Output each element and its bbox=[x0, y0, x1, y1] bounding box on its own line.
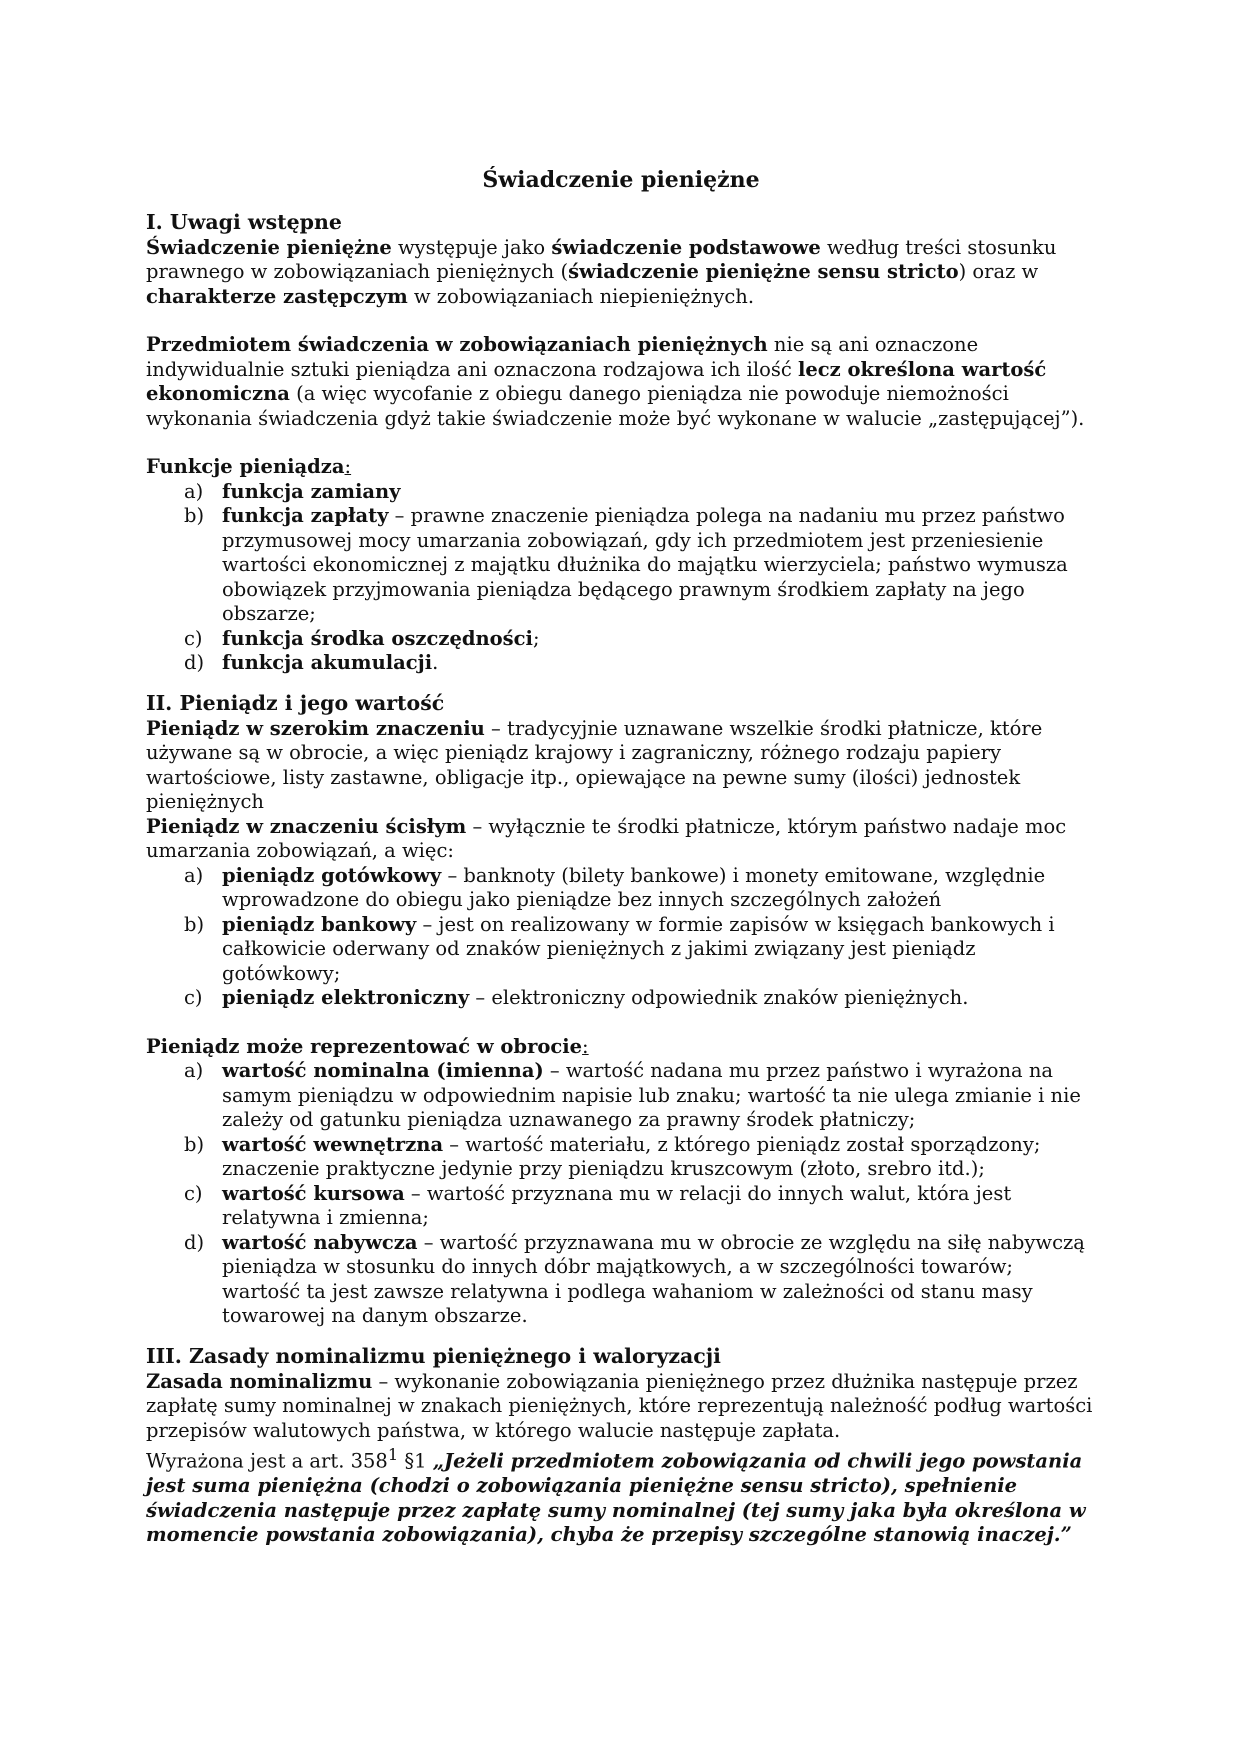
text-run: występuje jako bbox=[391, 235, 552, 259]
text-run: – tradycyjnie uznawane wszelkie środki płatnicze, które używane są w obrocie, a więc pieniądz krajowy i zagraniczny, różnego rodzaju papiery wartościowe, listy zastawne, obligacje itp., opiewające na pewne sumy (ilości) jednostek pieniężnych bbox=[146, 716, 1043, 813]
values-heading bbox=[146, 1035, 1096, 1060]
text-run: – wyłącznie te środki płatnicze, którym państwo nadaje moc umarzania zobowiązań, a więc: bbox=[146, 814, 1067, 862]
list-item bbox=[146, 480, 1096, 505]
paragraph-intro bbox=[146, 236, 1096, 310]
section-heading-2: II. Pieniądz i jego wartość bbox=[146, 690, 445, 715]
text-run: ) oraz w bbox=[958, 260, 1039, 283]
bold-term: Przedmiotem świadczenia w zobowiązaniach pieniężnych bbox=[146, 333, 768, 356]
list-marker: d) bbox=[184, 651, 205, 674]
bold-term: pieniądz gotówkowy bbox=[222, 863, 442, 887]
list-item bbox=[146, 1182, 1096, 1231]
list-marker: b) bbox=[184, 1132, 205, 1156]
text-run: – banknoty (bilety bankowe) i monety emitowane, względnie wprowadzone do obiegu jako pieniądze bez innych szczególnych założeń bbox=[222, 863, 1046, 911]
text-run: – wartość nadana mu przez państwo i wyrażona na samym pieniądzu w odpowiednim napisie lub znaku; wartość ta nie ulega zmianie i nie zależy od gatunku pieniądza uznawanego za prawny środek płatniczy; bbox=[222, 1059, 1081, 1131]
paragraph-nominalism bbox=[146, 1370, 1096, 1444]
text-run: . bbox=[432, 651, 439, 674]
quoted-article: „Jeżeli przedmiotem zobowiązania od chwili jego powstania jest suma pieniężna (chodzi o zobowiązania pieniężne sensu stricto), spełnienie świadczenia następuje przez zapłatę sumy nominalnej (tej sumy jaka była określona w momencie powstania zobowiązania), chyba że przepisy szczególne stanowią inaczej.” bbox=[146, 1449, 1086, 1546]
paragraph-broad-money bbox=[146, 717, 1096, 815]
bold-term: pieniądz bankowy bbox=[222, 912, 417, 936]
bold-term: wartość kursowa bbox=[222, 1181, 405, 1205]
section-heading-1: I. Uwagi wstępne bbox=[146, 209, 342, 234]
bold-term: funkcja zamiany bbox=[222, 479, 401, 503]
text-run: nie są ani oznaczone indywidualnie sztuki pieniądza ani oznaczona rodzajowa ich ilość bbox=[146, 333, 979, 381]
bold-term: wartość wewnętrzna bbox=[222, 1132, 444, 1156]
bold-term: lecz określona wartość ekonomiczna bbox=[146, 357, 1047, 405]
list-item bbox=[146, 1133, 1096, 1182]
bold-term: funkcja akumulacji bbox=[222, 651, 433, 674]
text-run: – wartość przyznana mu w relacji do innych walut, która jest relatywna i zmienna; bbox=[222, 1181, 1012, 1229]
list-marker: c) bbox=[184, 626, 203, 650]
text-run: – elektroniczny odpowiednik znaków pieniężnych. bbox=[469, 986, 969, 1009]
document-title: Świadczenie pieniężne bbox=[482, 167, 760, 193]
bold-term: Pieniądz w znaczeniu ścisłym bbox=[146, 814, 467, 838]
document-page bbox=[146, 150, 1096, 1548]
list-item bbox=[146, 913, 1096, 987]
bold-term: Pieniądz może reprezentować w obrocie bbox=[146, 1034, 583, 1058]
functions-heading bbox=[146, 455, 1096, 480]
list-marker: c) bbox=[184, 986, 203, 1009]
bold-term: Funkcje pieniądza bbox=[146, 455, 345, 478]
values-list bbox=[146, 1059, 1096, 1329]
bold-term: funkcja zapłaty bbox=[222, 504, 389, 527]
bold-term: Świadczenie pieniężne bbox=[146, 235, 392, 259]
bold-term: wartość nabywcza bbox=[222, 1230, 418, 1254]
list-marker: c) bbox=[184, 1181, 203, 1205]
text-run: §1 bbox=[398, 1449, 433, 1473]
list-item bbox=[146, 864, 1096, 913]
bold-term: wartość nominalna (imienna) bbox=[222, 1059, 544, 1082]
section-heading-3: III. Zasady nominalizmu pieniężnego i waloryzacji bbox=[146, 1343, 721, 1368]
text-run: – wartość przyznawana mu w obrocie ze względu na siłę nabywczą pieniądza w stosunku do innych dóbr majątkowych, a w szczególności towarów; wartość ta jest zawsze relatywna i podlega wahaniom w zależności od stanu masy towarowej na danym obszarze. bbox=[222, 1230, 1085, 1327]
list-item bbox=[146, 651, 1096, 676]
bold-term: świadczenie pieniężne sensu stricto bbox=[568, 260, 959, 283]
paragraph-article-quote bbox=[146, 1443, 1096, 1548]
bold-term: świadczenie podstawowe bbox=[551, 235, 821, 259]
text-run: – wykonanie zobowiązania pieniężnego przez dłużnika następuje przez zapłatę sumy nominalnej w znakach pieniężnych, które reprezentują należność podług wartości przepisów walutowych państwa, w którego walucie następuje zapłata. bbox=[146, 1369, 1093, 1442]
money-types-list bbox=[146, 864, 1096, 1011]
list-marker: a) bbox=[184, 863, 204, 887]
list-item bbox=[146, 504, 1096, 627]
text-run: : bbox=[582, 1034, 589, 1058]
list-marker: a) bbox=[184, 1059, 204, 1082]
bold-term: Pieniądz w szerokim znaczeniu bbox=[146, 716, 485, 740]
functions-list bbox=[146, 480, 1096, 676]
text-run: – prawne znaczenie pieniądza polega na nadaniu mu przez państwo przymusowej mocy umarzania zobowiązań, gdy ich przedmiotem jest przeniesienie wartości ekonomicznej z majątku dłużnika do majątku wierzyciela; państwo wymusza obowiązek przyjmowania pieniądza będącego prawnym środkiem zapłaty na jego obszarze; bbox=[222, 504, 1068, 625]
list-marker: b) bbox=[184, 504, 205, 527]
list-item bbox=[146, 1231, 1096, 1329]
paragraph-subject bbox=[146, 333, 1096, 431]
bold-term: charakterze zastępczym bbox=[146, 284, 408, 308]
text-run: – wartość materiału, z którego pieniądz został sporządzony; znaczenie praktyczne jedynie przy pieniądzu kruszcowym (złoto, srebro itd.); bbox=[222, 1132, 1041, 1180]
list-marker: a) bbox=[184, 479, 204, 503]
list-item bbox=[146, 986, 1096, 1011]
text-run: – jest on realizowany w formie zapisów w księgach bankowych i całkowicie oderwany od znaków pieniężnych z jakimi związany jest pieniądz gotówkowy; bbox=[222, 912, 1055, 985]
text-run: : bbox=[344, 455, 352, 478]
list-marker: b) bbox=[184, 912, 205, 936]
text-run: (a więc wycofanie z obiegu danego pieniądza nie powoduje niemożności wykonania świadczenia gdyż takie świadczenie może być wykonane w walucie „zastępującej”). bbox=[146, 382, 1085, 430]
bold-term: Zasada nominalizmu bbox=[146, 1369, 373, 1393]
superscript: 1 bbox=[387, 1445, 399, 1464]
list-item bbox=[146, 1059, 1096, 1133]
paragraph-strict-money bbox=[146, 815, 1096, 864]
text-run: według treści stosunku prawnego w zobowiązaniach pieniężnych ( bbox=[146, 235, 1057, 283]
text-run: ; bbox=[532, 626, 540, 650]
bold-term: funkcja środka oszczędności bbox=[222, 626, 533, 650]
bold-term: pieniądz elektroniczny bbox=[222, 986, 470, 1009]
list-item bbox=[146, 627, 1096, 652]
text-run: Wyrażona jest a art. 358 bbox=[146, 1449, 388, 1473]
list-marker: d) bbox=[184, 1230, 205, 1254]
text-run: w zobowiązaniach niepieniężnych. bbox=[407, 284, 755, 308]
